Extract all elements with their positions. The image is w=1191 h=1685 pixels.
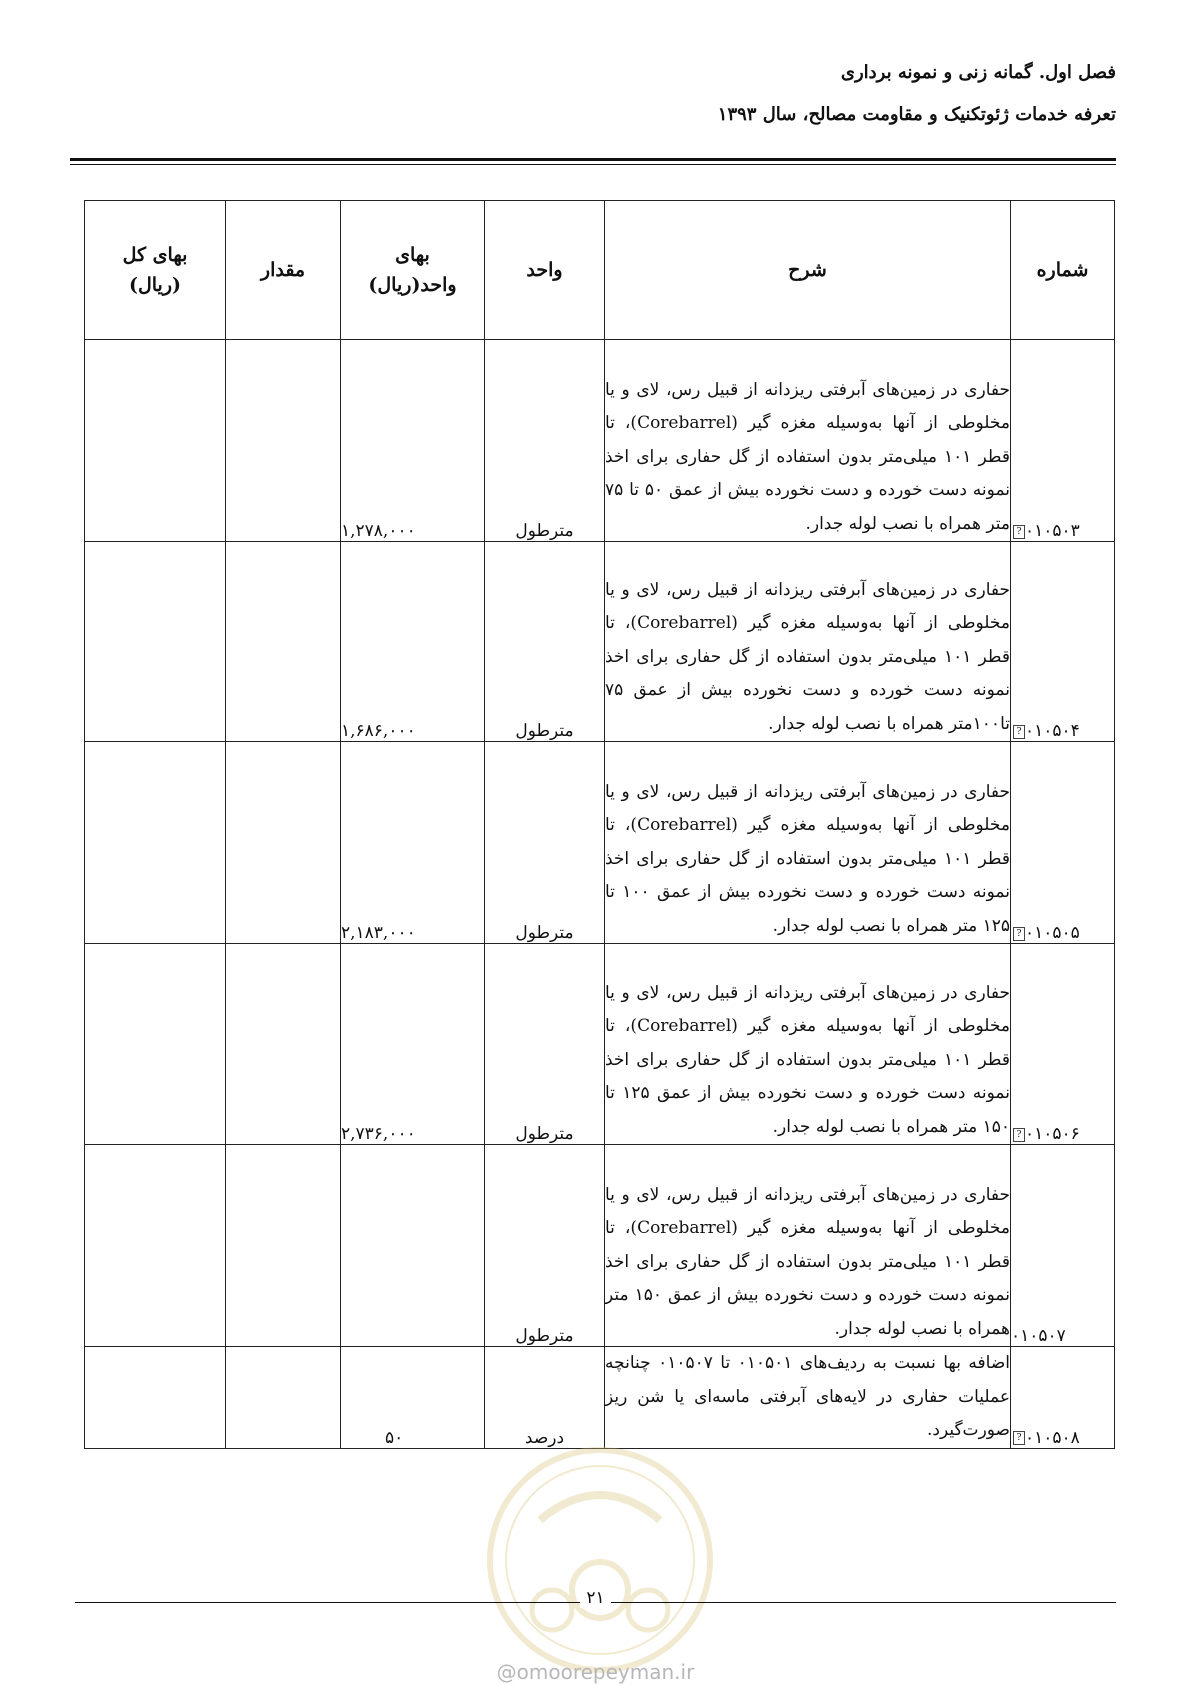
- row-number: ۰۱۰۵۰۸: [1025, 1427, 1080, 1448]
- document-subtitle: تعرفه خدمات ژئوتکنیک و مقاومت مصالح، سال ۱۳۹۳: [717, 104, 1116, 125]
- row-description: حفاری در زمین‌های آبرفتی ریزدانه از قبیل رس، لای و یا مخلوطی از آنها به‌وسیله مغزه گیر (Corebarrel)، تا قطر ۱۰۱ میلی‌متر بدون استفاده از گل حفاری برای اخذ نمونه دست خورده و دست نخورده بیش از عمق ۷۵ تا۱۰۰متر همراه با نصب لوله جدار.: [605, 542, 1011, 742]
- seal-stamp: [480, 1440, 720, 1680]
- row-description: حفاری در زمین‌های آبرفتی ریزدانه از قبیل رس، لای و یا مخلوطی از آنها به‌وسیله مغزه گیر (Corebarrel)، تا قطر ۱۰۱ میلی‌متر بدون استفاده از گل حفاری برای اخذ نمونه دست خورده و دست نخورده بیش از عمق ۱۰۰ تا ۱۲۵ متر همراه با نصب لوله جدار.: [605, 742, 1011, 944]
- column-header-total-price: بهای کل (ریال): [85, 201, 226, 340]
- table-row: [85, 542, 1115, 742]
- row-unit-price: ۲,۱۸۳,۰۰۰: [341, 742, 485, 944]
- website-watermark: @omoorepeyman.ir: [496, 1660, 695, 1684]
- row-number: ۰۱۰۵۰۶: [1025, 1124, 1080, 1144]
- row-unit: مترطول: [485, 742, 605, 944]
- row-number-cell: [1011, 1347, 1115, 1449]
- row-unit-price: ۱,۲۷۸,۰۰۰: [341, 340, 485, 542]
- row-number-cell: [1011, 1145, 1115, 1347]
- header-rule-thin: [70, 164, 1116, 165]
- row-unit-price: ۱,۶۸۶,۰۰۰: [341, 542, 485, 742]
- row-quantity: [226, 944, 341, 1145]
- row-unit: مترطول: [485, 542, 605, 742]
- column-header-unit-price: بهای واحد(ریال): [341, 201, 485, 340]
- row-unit-price: [341, 1145, 485, 1347]
- row-unit: مترطول: [485, 1145, 605, 1347]
- row-number: ۰۱۰۵۰۵: [1025, 923, 1080, 943]
- row-quantity: [226, 1145, 341, 1347]
- row-quantity: [226, 1347, 341, 1449]
- missing-glyph-icon: ?: [1013, 1128, 1025, 1142]
- column-header-unit: واحد: [485, 201, 605, 340]
- row-total-price: [85, 340, 226, 542]
- row-unit-price: ۵۰: [341, 1347, 485, 1449]
- table-row: [85, 340, 1115, 542]
- row-number: ۰۱۰۵۰۴: [1025, 721, 1080, 741]
- header-rule-thick: [70, 158, 1116, 161]
- table-row: [85, 1347, 1115, 1449]
- table-row: [85, 742, 1115, 944]
- row-description: حفاری در زمین‌های آبرفتی ریزدانه از قبیل رس، لای و یا مخلوطی از آنها به‌وسیله مغزه گیر (Corebarrel)، تا قطر ۱۰۱ میلی‌متر بدون استفاده از گل حفاری برای اخذ نمونه دست خورده و دست نخورده بیش از عمق ۱۵۰ متر همراه با نصب لوله جدار.: [605, 1145, 1011, 1347]
- missing-glyph-icon: ?: [1013, 525, 1025, 539]
- column-header-number: شماره: [1011, 201, 1115, 340]
- row-description: حفاری در زمین‌های آبرفتی ریزدانه از قبیل رس، لای و یا مخلوطی از آنها به‌وسیله مغزه گیر (Corebarrel)، تا قطر ۱۰۱ میلی‌متر بدون استفاده از گل حفاری برای اخذ نمونه دست خورده و دست نخورده بیش از عمق ۱۲۵ تا ۱۵۰ متر همراه با نصب لوله جدار.: [605, 944, 1011, 1145]
- column-header-quantity: مقدار: [226, 201, 341, 340]
- chapter-title: فصل اول. گمانه زنی و نمونه برداری: [840, 62, 1116, 83]
- missing-glyph-icon: ?: [1013, 1431, 1025, 1445]
- tariff-table: [84, 200, 1115, 1449]
- row-unit: درصد: [485, 1347, 605, 1449]
- table-row: [85, 1145, 1115, 1347]
- column-header-description: شرح: [605, 201, 1011, 340]
- page-header: [70, 58, 1116, 130]
- row-number: ۰۱۰۵۰۳: [1025, 521, 1080, 541]
- row-number-cell: [1011, 944, 1115, 1145]
- row-total-price: [85, 1347, 226, 1449]
- row-number: ۰۱۰۵۰۷: [1011, 1326, 1066, 1346]
- row-description: حفاری در زمین‌های آبرفتی ریزدانه از قبیل رس، لای و یا مخلوطی از آنها به‌وسیله مغزه گیر (Corebarrel)، تا قطر ۱۰۱ میلی‌متر بدون استفاده از گل حفاری برای اخذ نمونه دست خورده و دست نخورده بیش از عمق ۵۰ تا ۷۵ متر همراه با نصب لوله جدار.: [605, 340, 1011, 542]
- row-unit: مترطول: [485, 944, 605, 1145]
- missing-glyph-icon: ?: [1013, 725, 1025, 739]
- row-total-price: [85, 1145, 226, 1347]
- row-total-price: [85, 742, 226, 944]
- row-number-cell: [1011, 742, 1115, 944]
- page-number: ۲۱: [0, 1588, 1191, 1608]
- row-unit-price: ۲,۷۳۶,۰۰۰: [341, 944, 485, 1145]
- row-number-cell: [1011, 542, 1115, 742]
- row-quantity: [226, 542, 341, 742]
- table-header-row: [85, 201, 1115, 340]
- row-description: اضافه بها نسبت به ردیف‌های ۰۱۰۵۰۱ تا ۰۱۰۵۰۷ چنانچه عملیات حفاری در لایه‌های آبرفتی ماسه‌ای یا شن ریز صورت‌گیرد.: [605, 1347, 1011, 1449]
- missing-glyph-icon: ?: [1013, 927, 1025, 941]
- row-number-cell: [1011, 340, 1115, 542]
- row-quantity: [226, 742, 341, 944]
- row-total-price: [85, 542, 226, 742]
- table-row: [85, 944, 1115, 1145]
- row-quantity: [226, 340, 341, 542]
- row-total-price: [85, 944, 226, 1145]
- row-unit: مترطول: [485, 340, 605, 542]
